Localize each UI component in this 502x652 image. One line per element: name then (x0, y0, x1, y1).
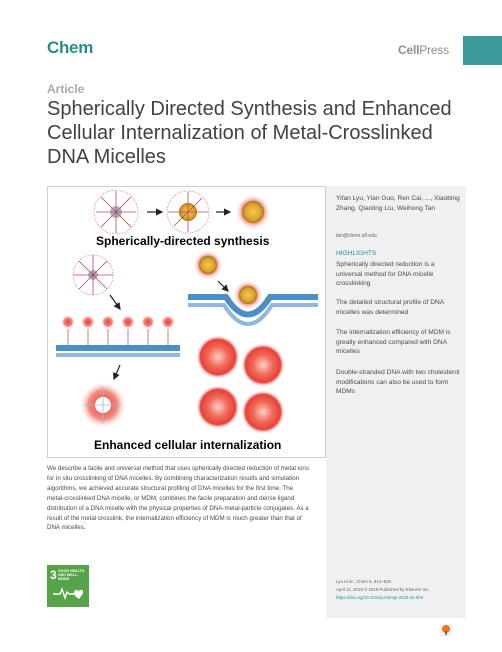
arrow-3 (110, 295, 120, 309)
authors: Yifan Lyu, Yian Guo, Ren Cai, ..., Xiaobing Zhang, Qiaoling Liu, Weihong Tan (336, 195, 460, 212)
graphical-abstract-svg (48, 187, 325, 457)
citation-line1: Lyu et al., Chem 5, 913–928 (336, 579, 392, 584)
corresponding-email[interactable]: tan@chem.ufl.edu (336, 233, 377, 239)
article-title: Spherically Directed Synthesis and Enhanced Cellular Internalization of Metal-Crosslinked DNA Micelles (47, 98, 452, 168)
doi-link[interactable]: https://doi.org/10.1016/j.chempr.2019.02.004 (336, 595, 424, 600)
highlight-item: Double-stranded DNA with two cholesterol modifications can also be used to form MDMs (336, 369, 460, 396)
sdg-number: 3 (50, 568, 57, 582)
elsevier-tree-icon (440, 624, 452, 636)
micelle-plain-top (94, 190, 138, 234)
citation-line2: April 11, 2019 © 2019 Published by Elsevier Inc. (336, 587, 430, 592)
citation (336, 578, 464, 602)
micelle-gold-done (235, 194, 271, 230)
internalized-micelles (196, 335, 285, 434)
micelle-bottom-left (79, 381, 127, 429)
publisher-press: Press (419, 43, 449, 57)
highlights-heading: HIGHLIGHTS (336, 250, 377, 257)
arrow-5 (218, 281, 228, 291)
membrane-left (56, 315, 180, 357)
sdg-label: GOOD HEALTH AND WELL-BEING (58, 569, 85, 582)
highlight-item: The internalization efficiency of MDM is greatly enhanced compared with DNA micelles (336, 329, 451, 356)
micelle-gold-right (193, 250, 223, 280)
journal-name: Chem (47, 38, 94, 57)
highlight-item: The detailed structural profile of DNA micelles was determined (336, 299, 444, 316)
corner-tab (463, 36, 502, 65)
micelle-gold-growing (167, 191, 209, 233)
publisher-logo (398, 43, 449, 57)
graphical-abstract (47, 186, 326, 458)
caption-top: Spherically-directed synthesis (96, 234, 270, 248)
sdg-badge (47, 565, 89, 607)
micelle-dna-left (73, 255, 113, 295)
caption-bottom: Enhanced cellular internalization (94, 438, 282, 452)
article-type: Article (47, 82, 85, 96)
highlight-item: Spherically directed reduction is a universal method for DNA micelle crosslinking (336, 261, 435, 288)
heartbeat-icon (52, 585, 84, 601)
arrow-4 (114, 365, 120, 379)
membrane-right (188, 280, 318, 324)
publisher-cell: Cell (398, 43, 420, 57)
abstract: We describe a facile and universal method that uses spherically directed reduction of metal ions for in situ crosslinking of DNA micelles. By combining characterization results and simulation algorithms, we achieved accurate structural profiling of DNA micelles for the first time. The metal-crosslinked DNA micelle, or MDM, combines the facile preparation and dense ligand distribution of a DNA micelle with the physical properties of DNA-metal-particle conjugates. As a result of the metal crosslink, the internalization efficiency of MDM is much greater than that of DNA micelles. (47, 465, 309, 532)
